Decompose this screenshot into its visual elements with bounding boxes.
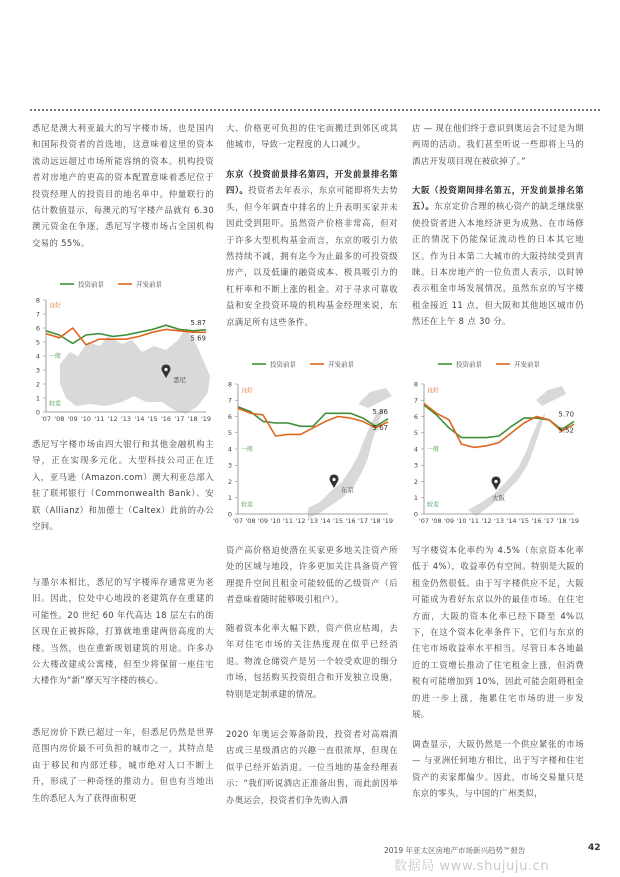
chart-legend [60, 280, 163, 289]
x-tick-label: '13 [307, 517, 319, 525]
map-silhouette-osaka [468, 386, 566, 516]
x-tick-label: '16 [345, 517, 356, 525]
end-value-investment: 5.70 [558, 410, 574, 419]
y-tick-label: 7 [413, 396, 418, 405]
x-tick-label: '19 [382, 517, 394, 525]
x-tick-label: '09 [67, 415, 78, 423]
location-pin-dot [494, 480, 497, 483]
x-tick-label: '17 [543, 517, 555, 525]
x-tick-label: '09 [257, 517, 269, 525]
x-tick-label: '09 [443, 517, 455, 525]
paragraph-tokyo-hotels: 2020 年奥运会筹备阶段，投资者对高端酒店或三星级酒店的兴趣一直很浓厚，但现在似乎已经开始消退。一位当地的基金经理表示：“我们听说酒店正准备出售，而此前因举办奥运会，投资者们争先购入酒 [226, 729, 398, 805]
rating-label: 一般 [241, 446, 254, 453]
x-tick-label: '11 [468, 517, 480, 525]
x-tick-label: '16 [160, 415, 172, 423]
rating-label: 一般 [427, 446, 440, 453]
x-tick-label: '13 [120, 415, 132, 423]
y-tick-label: 5 [35, 338, 40, 347]
location-pin-icon [492, 476, 501, 490]
chart-legend [438, 360, 541, 369]
rating-label: 良好 [241, 387, 254, 395]
y-tick-label: 6 [413, 412, 418, 421]
rating-label: 良好 [49, 302, 62, 310]
y-tick-label: 8 [35, 296, 40, 305]
rating-label: 一般 [49, 353, 62, 360]
paragraph-sydney-prices: 悉尼房价下跌已超过一年，但悉尼仍然是世界范围内房价最不可负担的城市之一，其特点是由于移民和内部迁移，城市绝对人口不断上升，形成了一种奇怪的推动力。但也有当地出生的悉尼人为了获得面积更 [32, 727, 214, 803]
paragraph-osaka [412, 182, 584, 330]
x-tick-label: '18 [187, 415, 198, 423]
osaka-body: 东京定价合理的核心资产的缺乏继续驱使投资者进入本地经济更为成熟、在市场修正的情况下仍能保证流动性的日本其它地区。作为日本第二大城市的大阪持续受到青睐。日本房地产的一位负责人表示，以时钟表示租金市场发展情况，虽然东京的写字楼租金接近 11 点，但大阪和其他地区城市仍然还在上午 8 点 30 分。 [412, 201, 584, 327]
y-tick-label: 4 [413, 445, 418, 454]
chart-svg-osaka [412, 356, 584, 526]
x-tick-label: '12 [481, 517, 492, 525]
watermark-text: 数据局 www.shujuju.cn [394, 859, 550, 874]
page-number: 42 [588, 843, 601, 853]
y-tick-label: 1 [227, 494, 232, 503]
y-tick-label: 7 [35, 310, 40, 319]
x-tick-label: '14 [320, 517, 331, 525]
y-tick-label: 2 [35, 380, 40, 389]
y-tick-label: 3 [35, 366, 40, 375]
y-tick-label: 0 [35, 408, 40, 417]
rating-label: 良好 [427, 387, 440, 395]
end-value-investment: 5.87 [190, 318, 206, 327]
x-tick-label: '10 [80, 415, 92, 423]
chart-legend [252, 360, 355, 369]
x-tick-label: '11 [282, 517, 294, 525]
x-tick-label: '10 [270, 517, 281, 525]
rating-label: 较差 [241, 501, 254, 509]
legend-label-0: 投资前景 [78, 280, 104, 289]
x-tick-label: '13 [493, 517, 505, 525]
end-value-development: 5.69 [190, 334, 206, 343]
x-tick-label: '17 [357, 517, 369, 525]
city-label: 悉尼 [173, 376, 186, 384]
paragraph-sydney-intro: 悉尼是澳大利亚最大的写字楼市场，也是国内和国际投资者的首选地，这意味着这里的资本流动远远超过市场所能容纳的资本。机构投资者对房地产的更高的资本配置意味着悉尼位于投资经理人的投资目的地名单中。仲量联行的估计数值显示，每澳元的写字楼产品就有 6.30 澳元资金在争逐，悉尼写字楼市场占全国机构交易的 55%。 [32, 123, 214, 248]
x-tick-label: '16 [531, 517, 542, 525]
y-tick-label: 3 [413, 461, 418, 470]
x-tick-label: '07 [418, 517, 430, 525]
y-tick-label: 8 [227, 380, 232, 389]
rating-label: 较差 [427, 501, 440, 509]
x-tick-label: '14 [134, 415, 145, 423]
y-tick-label: 2 [227, 477, 232, 486]
x-tick-label: '15 [518, 517, 530, 525]
y-tick-label: 5 [227, 429, 232, 438]
x-tick-label: '12 [107, 415, 118, 423]
x-tick-label: '18 [370, 517, 381, 525]
x-tick-label: '11 [94, 415, 105, 423]
y-tick-label: 4 [227, 445, 232, 454]
x-tick-label: '17 [174, 415, 185, 423]
x-tick-label: '14 [506, 517, 517, 525]
x-tick-label: '12 [295, 517, 306, 525]
x-tick-label: '08 [431, 517, 442, 525]
y-tick-label: 5 [413, 429, 418, 438]
x-tick-label: '08 [54, 415, 65, 423]
paragraph-hotels-cont: 店 — 现在他们终于意识到奥运会不过是为期两周的活动。我们甚至听说一些即将上马的酒店开发项目现在被砍掉了。” [412, 123, 584, 166]
y-tick-label: 0 [227, 510, 232, 519]
chart-sydney [32, 276, 212, 426]
paragraph-sydney-cont: 大、价格更可负担的住宅而搬迁到郊区或其他城市，导致一定程度的人口减少。 [226, 123, 398, 150]
city-label: 大阪 [492, 494, 505, 502]
x-tick-label: '07 [40, 415, 52, 423]
x-tick-label: '19 [568, 517, 580, 525]
end-value-development: 5.67 [372, 423, 388, 432]
y-tick-label: 3 [227, 461, 232, 470]
y-tick-label: 0 [413, 510, 418, 519]
chart-osaka [412, 356, 584, 526]
footer-report-title: 2019 年亚太区房地产市场新兴趋势™报告 [384, 846, 526, 855]
paragraph-sydney-stock: 与墨尔本相比，悉尼的写字楼库存通常更为老旧。因此，位处中心地段的老建筑存在重建的可能性。20 世纪 60 年代高达 18 层左右的街区现在正被拆除，打算就地重建两倍高度的大楼。当然，也在重新规划建筑的用途。许多办公大楼改建成公寓楼，但至少将保留一座住宅大楼作为“新”摩天写字楼的核心。 [32, 577, 214, 686]
end-value-investment: 5.86 [372, 407, 388, 416]
osaka-heading: 大阪（投资期间排名第五，开发前景排名第五）。 [412, 185, 584, 212]
y-tick-label: 6 [227, 412, 232, 421]
location-pin-dot [332, 478, 335, 481]
y-tick-label: 8 [413, 380, 418, 389]
legend-label-1: 开发前景 [136, 280, 162, 289]
paragraph-osaka-supply: 调查显示，大阪仍然是一个供应紧张的市场 — 与亚洲任何地方相比，出于写字楼和住宅资产的卖家都偏少。因此，市场交易量只是东京的零头，与中国的广州类似， [412, 739, 584, 799]
top-dotted-rule [30, 109, 600, 111]
legend-label-0: 投资前景 [456, 360, 482, 369]
chart-svg-sydney [32, 276, 212, 426]
legend-label-1: 开发前景 [514, 360, 540, 369]
location-pin-dot [164, 368, 167, 371]
legend-label-0: 投资前景 [270, 360, 296, 369]
paragraph-tokyo-supply: 随着资本化率大幅下跌，资产供应枯竭，去年对住宅市场的关注热度现在似乎已经消退。物流仓储资产是另一个较受欢迎的细分市场，包括购买投资组合和开发独立设施，特别是定制承建的情况。 [226, 623, 398, 699]
y-tick-label: 6 [35, 324, 40, 333]
city-label: 东京 [341, 486, 354, 494]
paragraph-tokyo-prices: 资产高价格迫使潜在买家更多地关注资产所处的区域与地段，许多更加关注具备资产管理提升空间且租金可能较低的乙级资产（后者意味着随时能够吸引租户）。 [226, 545, 398, 605]
rating-label: 较差 [49, 400, 62, 408]
paragraph-sydney-tenants: 悉尼写字楼市场由四大银行和其他金融机构主导，正在实现多元化。大型科技公司正在迁入，亚马逊（Amazon.com）澳大利亚总部入驻了联邦银行（Commonwealth Bank）、安联（Allianz）和加德士（Caltex）此前的办公空间。 [32, 439, 214, 532]
y-tick-label: 2 [413, 477, 418, 486]
x-tick-label: '19 [200, 415, 212, 423]
x-tick-label: '08 [245, 517, 256, 525]
paragraph-osaka-yields: 写字楼资本化率约为 4.5%（东京资本化率低于 4%），收益率仍有空间。特别是大阪的租金仍然很低。由于写字楼供应不足，大阪可能成为看好东京以外的最佳市场。在住宅方面，大阪的资本化率已经下降至 4%以下，在这个资本化率条件下，它们与东京的住宅市场收益率水平相当。尽管日本各地最近的工资增长推动了住宅租金上涨，但消费税有可能增加到 10%，因此可能会阻碍租金的进一步上涨，拖累住宅市场的进一步发展。 [412, 545, 584, 720]
x-tick-label: '15 [147, 415, 158, 423]
y-tick-label: 1 [35, 394, 40, 403]
y-tick-label: 1 [413, 494, 418, 503]
tokyo-body: 投资者去年表示，东京可能即将失去势头，但今年调查中排名的上升表明买家并未因此受到阻吓。虽然资产价格非常高，但对于许多大型机构基金而言，东京的吸引力依然持续不减，拥有迄今为止最多的可投资级房产，以及低廉的融资成本、极具吸引力的杠杆率和不断上涨的租金。对于寻求可靠收益和安全投资环境的机构基金经理来说，东京满足所有这些条件。 [226, 185, 398, 327]
paragraph-tokyo [226, 166, 398, 330]
legend-label-1: 开发前景 [328, 360, 354, 369]
x-tick-label: '07 [232, 517, 244, 525]
x-tick-label: '15 [332, 517, 344, 525]
x-tick-label: '10 [456, 517, 467, 525]
chart-tokyo [226, 356, 398, 526]
chart-svg-tokyo [226, 356, 398, 526]
y-tick-label: 4 [35, 352, 40, 361]
series-line-development [238, 408, 388, 436]
end-value-development: 5.52 [558, 426, 574, 435]
y-tick-label: 7 [227, 396, 232, 405]
x-tick-label: '18 [556, 517, 567, 525]
tokyo-heading: 东京（投资前景排名第四，开发前景排名第四）。 [226, 169, 398, 196]
